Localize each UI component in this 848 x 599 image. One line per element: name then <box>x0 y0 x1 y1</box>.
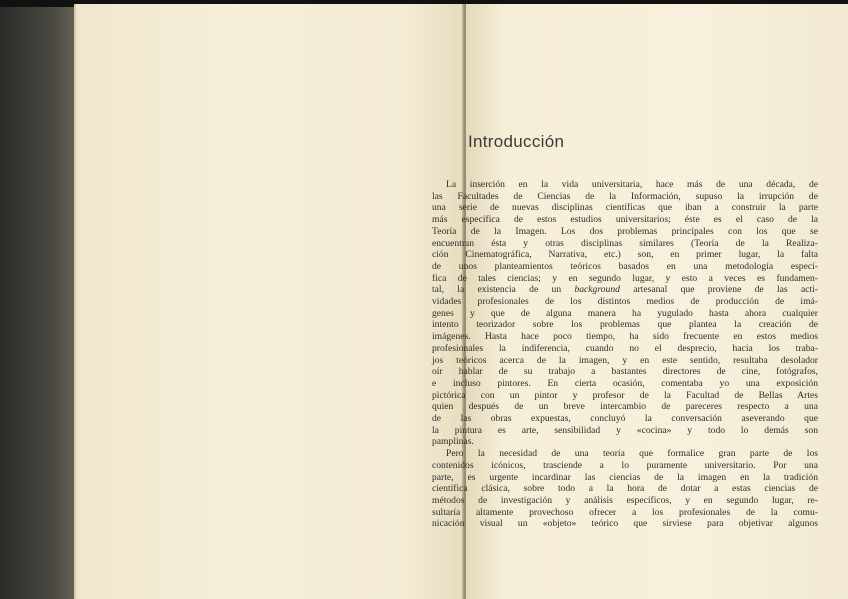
text-line: científica clásica, sobre todo a la hora de dotar a estas ciencias de <box>432 483 818 495</box>
chapter-title: Introducción <box>468 132 565 151</box>
text-line: profesionales la indiferencia, cuando no el desprecio, hacia los traba- <box>432 342 818 354</box>
text-line: quien después de un breve intercambio de pareceres respecto a una <box>432 401 818 413</box>
text-line <box>432 284 818 296</box>
body-text <box>432 179 818 530</box>
text-line: Pero la necesidad de una teoría que formalice gran parte de los <box>446 448 818 460</box>
text-line: sultaría altamente provechoso ofrecer a los profesionales de la comu- <box>432 506 818 518</box>
text-line: encuentran ésta y otras disciplinas similares (Teoría de la Realiza- <box>432 237 818 249</box>
text-line: La inserción en la vida universitaria, hace más de una década, de <box>446 179 818 190</box>
text-line: las Facultades de Ciencias de la Información, supuso la irrupción de <box>432 190 818 202</box>
text-line: más específica de estos estudios universitarios; éste es el caso de la <box>432 214 818 226</box>
text-segment: artesanal que proviene de las acti- <box>619 284 818 296</box>
text-line: la pintura es arte, sensibilidad y «cocina» y todo lo demás son <box>432 424 818 436</box>
text-line: intento teorizador sobre los problemas que plantea la creación de <box>432 319 818 331</box>
left-page-blank <box>74 4 466 599</box>
text-line: contenidos icónicos, trasciende a lo puramente universitario. Por una <box>432 459 818 471</box>
text-line: oír hablar de su trabajo a bastantes directores de cine, fotógrafos, <box>432 366 818 378</box>
italic-term: background <box>574 284 620 296</box>
text-line: pamplinas. <box>432 436 474 448</box>
text-line: jos teóricos acerca de la imagen, y en este sentido, resultaba desolador <box>432 354 818 366</box>
text-line: pictórica con un pintor y profesor de la Facultad de Bellas Artes <box>432 389 818 401</box>
text-line: Teoría de la Imagen. Los dos problemas principales con los que se <box>432 225 818 237</box>
text-line: imágenes. Hasta hace poco tiempo, ha sido frecuente en estos medios <box>432 331 818 343</box>
text-line: genes y que de alguna manera ha yugulado hasta ahora cualquier <box>432 307 818 319</box>
text-line: fica de tales ciencias; y en segundo lugar, y esto a veces es fundamen- <box>432 272 818 284</box>
text-line: e incluso pintores. En cierta ocasión, comentaba yo una exposición <box>432 377 818 389</box>
text-line: vidades profesionales de los distintos medios de producción de imá- <box>432 296 818 308</box>
text-line: una serie de nuevas disciplinas científicas que iban a construir la parte <box>432 202 818 214</box>
text-segment: tal, la existencia de un <box>432 284 575 296</box>
text-line: métodos de investigación y análisis específicos, y en segundo lugar, re- <box>432 494 818 506</box>
background-edge <box>0 7 78 599</box>
text-line: de unos planteamientos teóricos basados en una metodología especí- <box>432 260 818 272</box>
text-line: ción Cinematográfica, Narrativa, etc.) son, en primer lugar, la falta <box>432 249 818 261</box>
text-line: de las obras expuestas, concluyó la conversación aseverando que <box>432 413 818 425</box>
text-line: nicación visual un «objeto» teórico que sirviese para objetivar algunos <box>432 518 818 530</box>
text-line: parte, es urgente incardinar las ciencias de la imagen en la tradición <box>432 471 818 483</box>
